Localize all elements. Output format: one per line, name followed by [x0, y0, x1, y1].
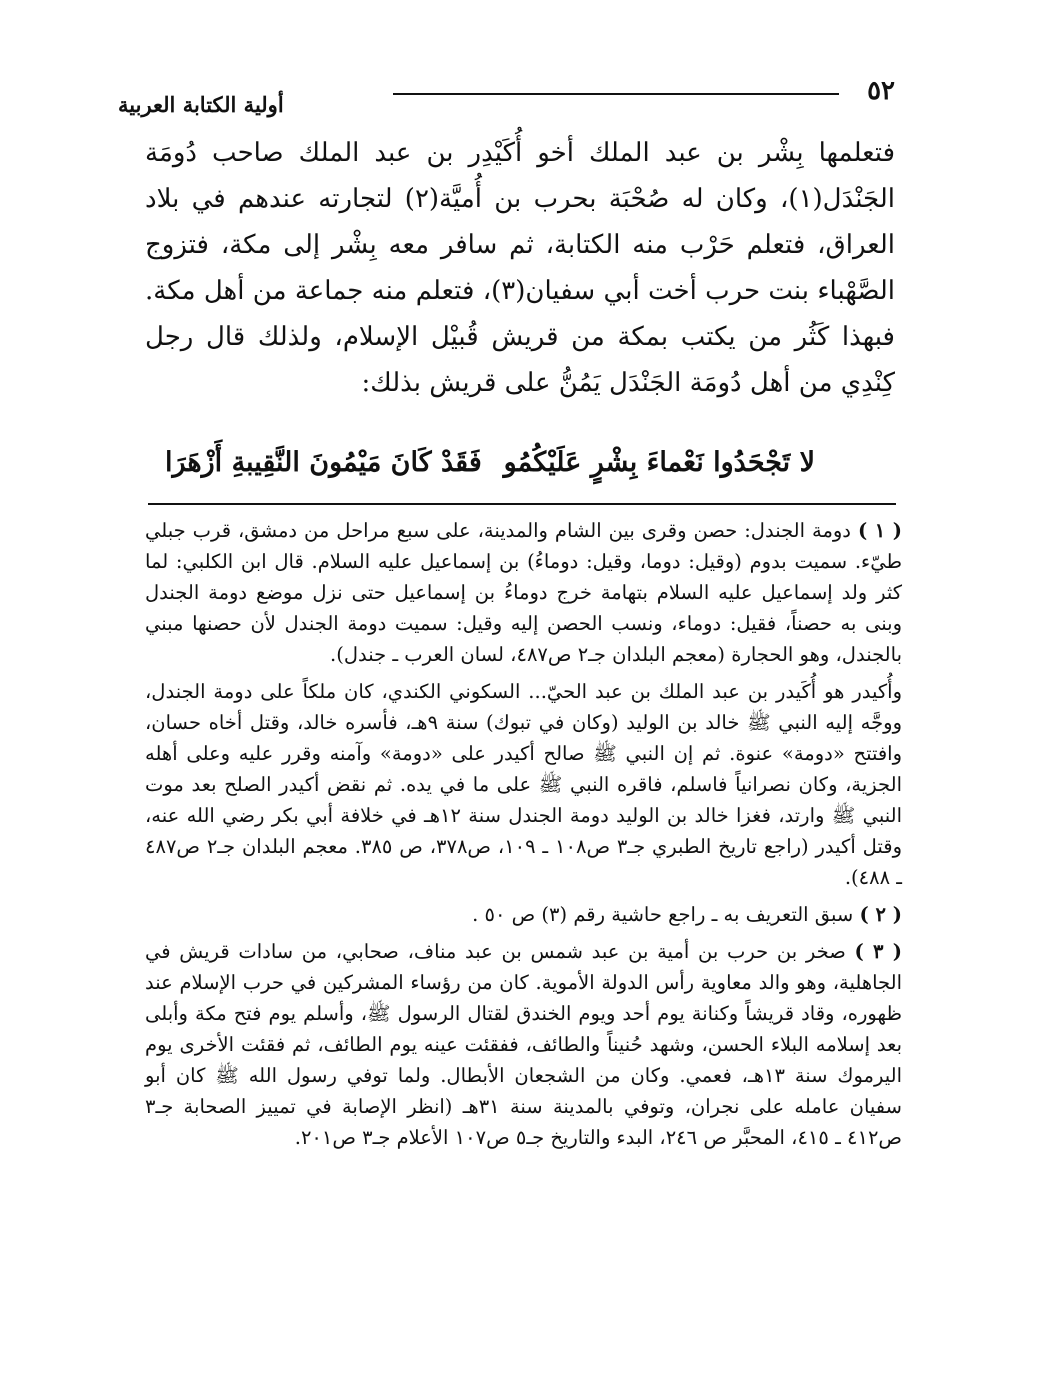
footnote-3-text: صخر بن حرب بن أمية بن عبد شمس بن عبد مناف، صحابي، من سادات قريش في الجاهلية، وهو والد معاوية رأس الدولة الأموية. كان من رؤساء المشركين في حرب الإسلام عند ظهوره، وقاد قريشاً وكنانة يوم أحد ويوم الخندق لقتال الرسول ﷺ، وأسلم يوم فتح مكة وأبلى بعد إسلامه البلاء الحسن، وشهد حُنيناً والطائف، ففقئت عينه يوم الطائف، ثم فقئت الأخرى يوم اليرموك سنة ١٣هـ، فعمي. وكان من الشجعان الأبطال. ولما توفي رسول الله ﷺ كان أبو سفيان عامله على نجران، وتوفي بالمدينة سنة ٣١هـ (انظر الإصابة في تمييز الصحابة جـ٣ ص٤١٢ ـ ٤١٥، المحبَّر ص ٢٤٦، البدء والتاريخ جـ٥ ص١٠٧ الأعلام جـ٣ ص٢٠١.	[145, 940, 903, 1149]
footnote-3-number: ( ٣ )	[854, 940, 903, 963]
header-rule	[393, 93, 839, 95]
verse-second-hemistich: فَقَدْ كَانَ مَيْمُونَ النَّقِيبةِ أَزْهَرَا	[165, 447, 482, 478]
main-text: فتعلمها بِشْر بن عبد الملك أخو أُكَيْدِر بن عبد الملك صاحب دُومَة الجَنْدَل(١)، وكان له صُحْبَة بحرب بن أُميَّة(٢) لتجارته عندهم في بلاد العراق، فتعلم حَرْب منه الكتابة، ثم سافر معه بِشْر إلى مكة، فتزوج الصَّهْباء بنت حرب أخت أبي سفيان(٣)، فتعلم منه جماعة من أهل مكة. فبهذا كَثُر من يكتب بمكة من قريش قُبيْل الإسلام، ولذلك قال رجل كِنْدِي من أهل دُومَة الجَنْدَل يَمُنُّ على قريش بذلك:	[145, 138, 896, 398]
poetry-verse	[165, 447, 815, 493]
verse-first-hemistich: لا تَجْحَدُوا نَعْماءَ بِشْرٍ عَلَيْكُمُو	[503, 447, 815, 478]
footnote-2	[145, 899, 902, 930]
footnote-1-number: ( ١ )	[857, 519, 902, 542]
page-header	[110, 70, 905, 120]
footnote-2-text: سبق التعريف به ـ راجع حاشية رقم (٣) ص ٥٠ .	[472, 903, 854, 926]
footnote-1	[145, 515, 902, 670]
footnote-1-continuation: وأُكيدر هو أُكَيدر بن عبد الملك بن عبد الحيّ... السكوني الكندي، كان ملكاً على دومة الجندل، ووجَّه إليه النبي ﷺ خالد بن الوليد (وكان في تبوك) سنة ٩هـ، فأسره خالد، وقتل أخاه حسان، وافتتح «دومة» عنوة. ثم إن النبي ﷺ صالح أكيدر على «دومة» وآمنه وقرر عليه وعلى أهله الجزية، وكان نصرانياً فاسلم، فاقره النبي ﷺ على ما في يده. ثم نقض أكيدر الصلح بعد موت النبي ﷺ وارتد، فغزا خالد بن الوليد دومة الجندل سنة ١٢هـ في خلافة أبي بكر رضي الله عنه، وقتل أكيدر (راجع تاريخ الطبري جـ٣ ص١٠٨ ـ ١٠٩، ص٣٧٨، ص ٣٨٥. معجم البلدان جـ٢ ص٤٨٧ ـ ٤٨٨).	[145, 680, 902, 889]
page-number: ٥٢	[867, 76, 895, 106]
footnote-1-text: دومة الجندل: حصن وقرى بين الشام والمدينة، على سبع مراحل من دمشق، قرب جبلي طيّء. سميت بدوم (وقيل: دوما، وقيل: دوماءُ) بن إسماعيل عليه السلام. قال ابن الكلبي: لما كثر ولد إسماعيل عليه السلام بتهامة خرج دوماءُ بن إسماعيل حتى نزل موضع دومة الجندل وبنى به حصناً، فقيل: دوماء، ونسب الحصن إليه وقيل: سميت دومة الجندل لأن حصنها مبني بالجندل، وهو الحجارة (معجم البلدان جـ٢ ص٤٨٧، لسان العرب ـ جندل).	[145, 519, 902, 666]
footnote-separator	[148, 503, 896, 505]
running-title: أولية الكتابة العربية	[118, 92, 284, 117]
footnotes	[145, 515, 902, 1159]
footnote-2-number: ( ٢ )	[859, 903, 902, 926]
footnote-3	[145, 936, 902, 1153]
